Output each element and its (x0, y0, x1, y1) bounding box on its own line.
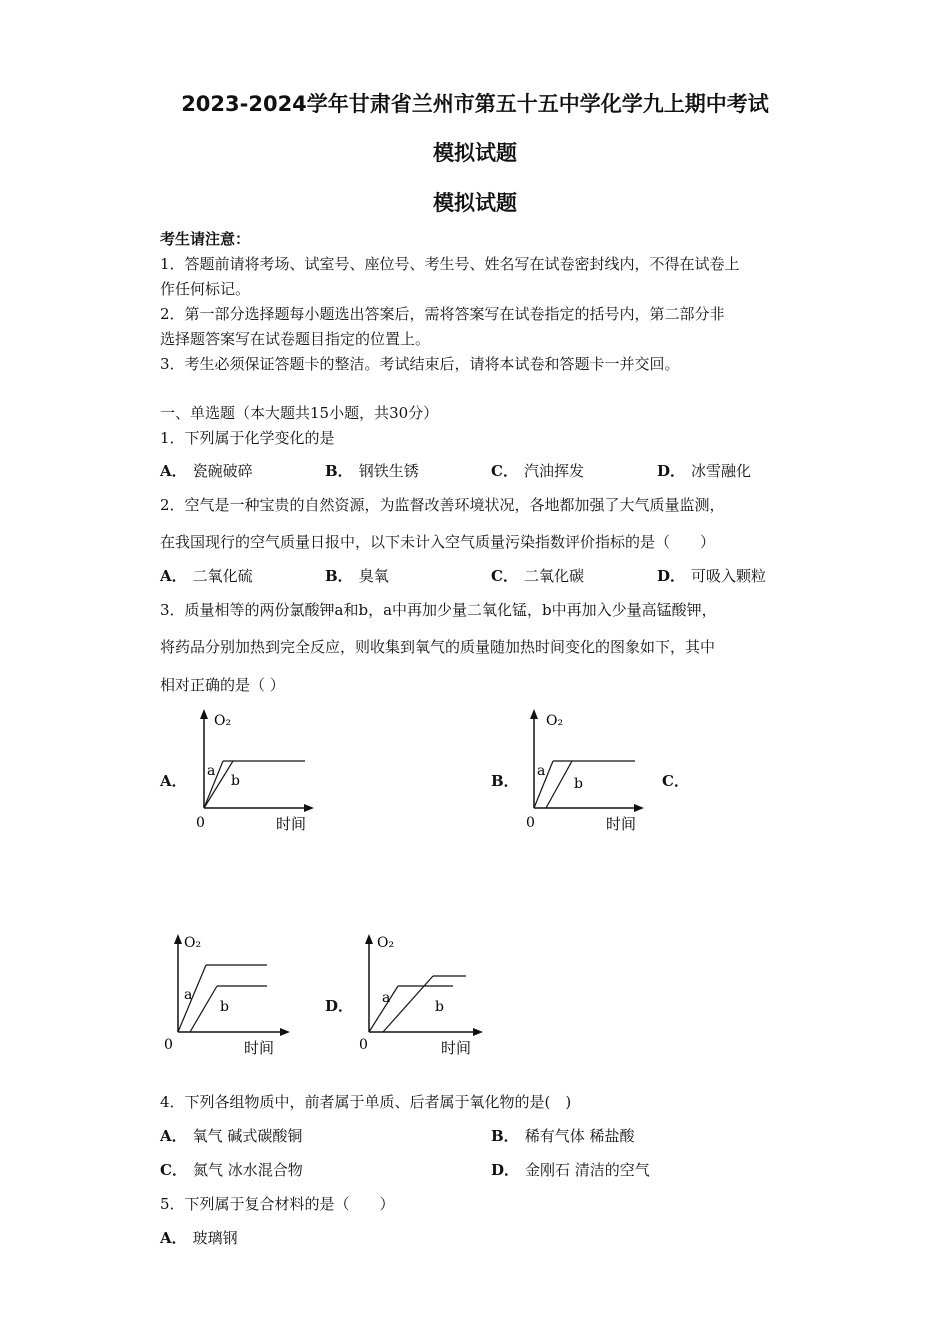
x-axis-label: 时间 (244, 1039, 275, 1057)
question-2-option-a: A． 二氧化硫 (160, 567, 253, 585)
question-2-option-c: C． 二氧化碳 (491, 567, 584, 585)
notice-item: 选择题答案写在试卷题目指定的位置上。 (160, 330, 431, 348)
origin-label: 0 (359, 1037, 368, 1053)
question-2-option-b: B． 臭氧 (325, 567, 389, 585)
question-1-stem: 1．下列属于化学变化的是 (160, 429, 335, 447)
question-2-stem: 2．空气是一种宝贵的自然资源，为监督改善环境状况，各地都加强了大气质量监测， (160, 496, 725, 514)
graph-option-d (355, 928, 495, 1063)
curve-b-label: b (435, 999, 444, 1015)
section-heading: 一、单选题（本大题共15小题，共30分） (160, 404, 439, 422)
x-axis-label: 时间 (606, 815, 637, 833)
question-2-stem: 在我国现行的空气质量日报中，以下未计入空气质量污染指数评价指标的是（ ） (160, 533, 716, 551)
question-3-option-c-label: C． (662, 772, 689, 790)
curve-a-label: a (207, 763, 216, 779)
y-axis-label: O₂ (546, 713, 564, 729)
y-axis-label: O₂ (214, 713, 232, 729)
graph-option-a (190, 705, 330, 835)
question-4-stem: 4．下列各组物质中，前者属于单质、后者属于氧化物的是( ) (160, 1093, 572, 1111)
origin-label: 0 (196, 815, 205, 831)
question-1-option-a: A． 瓷碗破碎 (160, 462, 253, 480)
question-4-option-c: C． 氮气 冰水混合物 (160, 1161, 303, 1179)
origin-label: 0 (164, 1037, 173, 1053)
question-1-option-b: B． 钢铁生锈 (325, 462, 419, 480)
question-3-stem: 3．质量相等的两份氯酸钾a和b，a中再加少量二氧化锰，b中再加入少量高锰酸钾， (160, 601, 717, 619)
curve-a-label: a (382, 990, 391, 1006)
notice-item: 3．考生必须保证答题卡的整洁。考试结束后，请将本试卷和答题卡一并交回。 (160, 355, 680, 373)
question-4-option-d: D． 金刚石 清洁的空气 (491, 1161, 650, 1179)
curve-b-label: b (574, 776, 583, 792)
question-3-stem: 相对正确的是（ ） (160, 676, 285, 694)
x-axis-label: 时间 (441, 1039, 472, 1057)
y-axis-label: O₂ (184, 935, 202, 951)
page-subtitle-repeat: 模拟试题 (433, 191, 517, 215)
notice-item: 1．答题前请将考场、试室号、座位号、考生号、姓名写在试卷密封线内，不得在试卷上 (160, 255, 740, 273)
page-subtitle: 模拟试题 (433, 141, 517, 165)
question-3-stem: 将药品分别加热到完全反应，则收集到氧气的质量随加热时间变化的图象如下，其中 (160, 638, 716, 656)
notice-heading: 考生请注意： (160, 230, 251, 248)
y-axis-label: O₂ (377, 935, 395, 951)
curve-a-label: a (184, 987, 193, 1003)
notice-item: 2．第一部分选择题每小题选出答案后，需将答案写在试卷指定的括号内，第二部分非 (160, 305, 725, 323)
question-3-option-d-label: D． (325, 997, 354, 1015)
question-1-option-c: C． 汽油挥发 (491, 462, 584, 480)
question-4-option-b: B． 稀有气体 稀盐酸 (491, 1127, 635, 1145)
curve-a-label: a (537, 763, 546, 779)
x-axis-label: 时间 (276, 815, 307, 833)
notice-item: 作任何标记。 (160, 280, 251, 298)
graph-option-b (520, 705, 660, 835)
curve-b-label: b (220, 999, 229, 1015)
question-5-option-a: A． 玻璃钢 (160, 1229, 238, 1247)
question-3-option-a-label: A． (160, 772, 187, 790)
question-3-option-b-label: B． (491, 772, 519, 790)
question-2-option-d: D． 可吸入颗粒 (657, 567, 767, 585)
graph-option-c (160, 928, 300, 1063)
question-5-stem: 5．下列属于复合材料的是（ ） (160, 1195, 395, 1213)
question-4-option-a: A． 氧气 碱式碳酸铜 (160, 1127, 303, 1145)
question-1-option-d: D． 冰雪融化 (657, 462, 752, 480)
page-title: 2023-2024学年甘肃省兰州市第五十五中学化学九上期中考试 (181, 92, 769, 116)
curve-b-label: b (231, 773, 240, 789)
origin-label: 0 (526, 815, 535, 831)
